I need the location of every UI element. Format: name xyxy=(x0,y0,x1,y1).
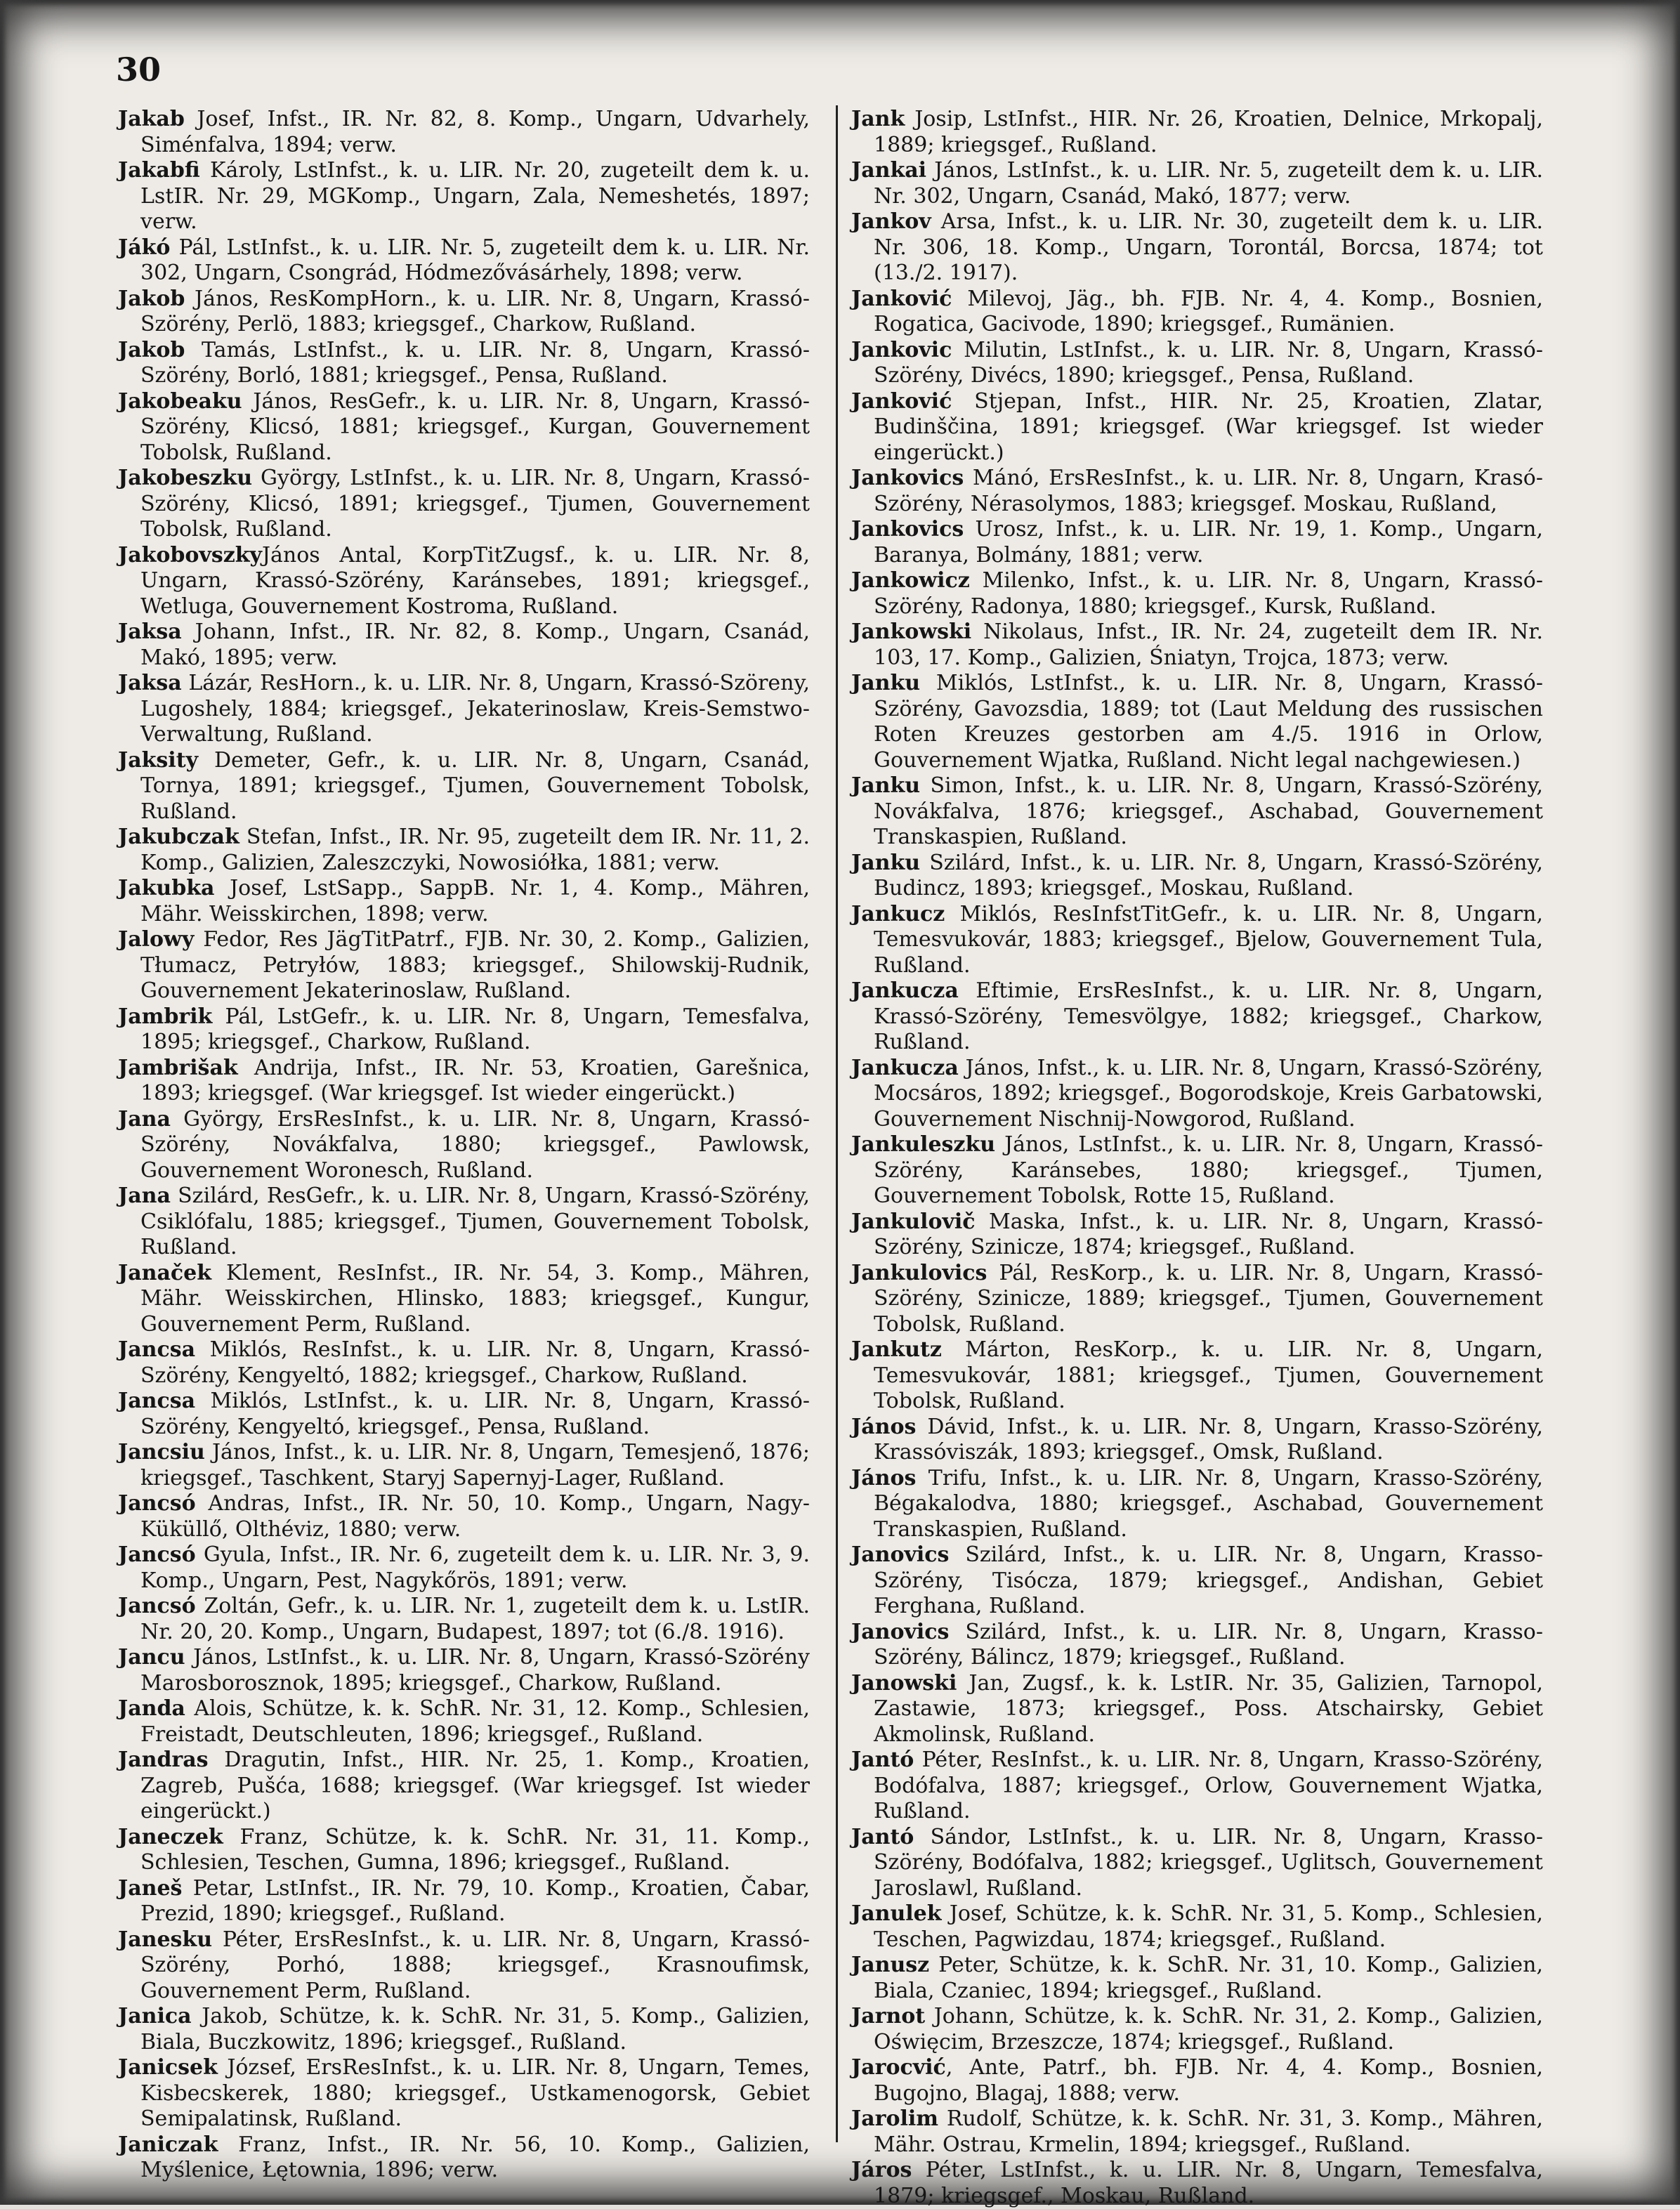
entry-details: Mánó, ErsResInfst., k. u. LIR. Nr. 8, Ungarn, Krasó-Szörény, Nérasolymos, 1883; kriegsgef. Moskau, Rußland, xyxy=(874,466,1543,516)
entry-surname: Janowski xyxy=(851,1670,957,1696)
entry-details: Urosz, Infst., k. u. LIR. Nr. 19, 1. Komp., Ungarn, Baranya, Bolmány, 1881; verw. xyxy=(874,517,1543,568)
entry-surname: Jankowski xyxy=(851,620,972,644)
entry-surname: Jarocvić xyxy=(851,2055,946,2080)
entry-details: Petar, LstInfst., IR. Nr. 79, 10. Komp., Kroatien, Čabar, Prezid, 1890; kriegsgef., Rußland. xyxy=(140,1875,810,1926)
register-entry xyxy=(851,517,1543,568)
register-entry xyxy=(851,1132,1543,1210)
left-column xyxy=(118,107,810,2184)
entry-details: György, LstInfst., k. u. LIR. Nr. 8, Ungarn, Krassó-Szörény, Klicsó, 1891; kriegsgef., Tjumen, Gouvernement Tobolsk, Rußland. xyxy=(140,466,810,542)
register-entry xyxy=(851,2106,1543,2158)
register-entry xyxy=(118,1184,810,1261)
entry-surname: Jakobeaku xyxy=(118,388,242,414)
entry-details: Pál, LstGefr., k. u. LIR. Nr. 8, Ungarn, Temesfalva, 1895; kriegsgef., Charkow, Rußland. xyxy=(140,1004,810,1054)
entry-details: Franz, Schütze, k. k. SchR. Nr. 31, 11. Komp., Schlesien, Teschen, Gumna, 1896; kriegsgef., Rußland. xyxy=(140,1824,810,1875)
entry-details: Péter, LstInfst., k. u. LIR. Nr. 8, Ungarn, Temesfalva, 1879; kriegsgef., Moskau, Rußland. xyxy=(874,2158,1543,2208)
entry-details: Gyula, Infst., IR. Nr. 6, zugeteilt dem k. u. LIR. Nr. 3, 9. Komp., Ungarn, Pest, Nagykőrös, 1891; verw. xyxy=(140,1542,810,1593)
entry-details: Rudolf, Schütze, k. k. SchR. Nr. 31, 3. Komp., Mähren, Mähr. Ostrau, Krmelin, 1894; kriegsgef., Rußland. xyxy=(874,2106,1543,2157)
entry-surname: Janku xyxy=(851,671,921,695)
entry-surname: Janku xyxy=(851,773,921,798)
register-entry xyxy=(118,620,810,671)
register-entry xyxy=(851,2004,1543,2055)
register-entry xyxy=(851,1415,1543,1466)
entry-surname: Jakob xyxy=(118,337,185,362)
entry-details: Arsa, Infst., k. u. LIR. Nr. 30, zugeteilt dem k. u. LIR. Nr. 306, 18. Komp., Ungarn, Torontál, Borcsa, 1874; tot (13./2. 1917). xyxy=(874,209,1543,285)
entry-details: Jan, Zugsf., k. k. LstIR. Nr. 35, Galizien, Tarnopol, Zastawie, 1873; kriegsgef., Poss. Atschairsky, Gebiet Akmolinsk, Rußland. xyxy=(874,1670,1543,1747)
entry-surname: Jantó xyxy=(851,1748,914,1772)
entry-details: Fedor, Res JägTitPatrf., FJB. Nr. 30, 2. Komp., Galizien, Tłumacz, Petryłów, 1883; kriegsgef., Shilowskij-Rudnik, Gouvernement Jekaterinoslaw, Rußland. xyxy=(140,927,810,1003)
entry-details: Tamás, LstInfst., k. u. LIR. Nr. 8, Ungarn, Krassó-Szörény, Borló, 1881; kriegsgef., Pensa, Rußland. xyxy=(140,337,810,388)
entry-details: , Ante, Patrf., bh. FJB. Nr. 4, 4. Komp., Bosnien, Bugojno, Blagaj, 1888; verw. xyxy=(874,2055,1543,2106)
entry-details: Milevoj, Jäg., bh. FJB. Nr. 4, 4. Komp., Bosnien, Rogatica, Gacivode, 1890; kriegsgef., Rumänien. xyxy=(874,286,1543,336)
entry-details: György, ErsResInfst., k. u. LIR. Nr. 8, Ungarn, Krassó-Szörény, Novákfalva, 1880; kriegsgef., Pawlowsk, Gouvernement Woronesch, Rußland. xyxy=(140,1106,810,1183)
register-entry xyxy=(118,1645,810,1696)
register-entry xyxy=(118,158,810,235)
entry-surname: Janica xyxy=(118,2004,192,2028)
entry-surname: Jambrik xyxy=(118,1004,213,1029)
entry-surname: Jankucza xyxy=(851,978,959,1003)
entry-surname: Janković xyxy=(851,286,952,311)
entry-details: Andrija, Infst., IR. Nr. 53, Kroatien, Garešnica, 1893; kriegsgef. (War kriegsgef. Ist wieder eingerückt.) xyxy=(140,1055,810,1106)
entry-details: Stefan, Infst., IR. Nr. 95, zugeteilt dem IR. Nr. 11, 2. Komp., Galizien, Zaleszczyki, Nowosiółka, 1881; verw. xyxy=(140,825,810,875)
entry-details: Szilárd, Infst., k. u. LIR. Nr. 8, Ungarn, Krasso-Szörény, Tisócza, 1879; kriegsgef., Andishan, Gebiet Ferghana, Rußland. xyxy=(874,1542,1543,1618)
register-entry xyxy=(851,1261,1543,1338)
register-entry xyxy=(118,1337,810,1389)
entry-details: János, LstInfst., k. u. LIR. Nr. 8, Ungarn, Krassó-Szörény Marosborosznok, 1895; kriegsgef., Charkow, Rußland. xyxy=(140,1645,810,1696)
entry-surname: Jankulovič xyxy=(851,1209,976,1234)
entry-surname: Jancsiu xyxy=(118,1440,205,1464)
register-entry xyxy=(118,2055,810,2132)
entry-details: Pál, ResKorp., k. u. LIR. Nr. 8, Ungarn, Krassó-Szörény, Szinicze, 1889; kriegsgef., Tjumen, Gouvernement Tobolsk, Rußland. xyxy=(874,1260,1543,1337)
entry-details: János, Infst., k. u. LIR. Nr. 8, Ungarn, Krassó-Szörény, Mocsáros, 1892; kriegsgef., Bogorodskoje, Kreis Garbatowski, Gouvernement Nischnij-Nowgorod, Rußland. xyxy=(874,1055,1543,1132)
entry-surname: Járos xyxy=(851,2158,912,2182)
entry-details: János, LstInfst., k. u. LIR. Nr. 5, zugeteilt dem k. u. LIR. Nr. 302, Ungarn, Csanád, Makó, 1877; verw. xyxy=(874,158,1543,209)
entry-details: Milutin, LstInfst., k. u. LIR. Nr. 8, Ungarn, Krassó-Szörény, Divécs, 1890; kriegsgef., Pensa, Rußland. xyxy=(874,337,1543,388)
register-entry xyxy=(851,620,1543,671)
entry-surname: Jarnot xyxy=(851,2004,926,2028)
register-entry xyxy=(851,1953,1543,2004)
register-entry xyxy=(118,1389,810,1440)
entry-details: János, Infst., k. u. LIR. Nr. 8, Ungarn, Temesjenő, 1876; kriegsgef., Taschkent, Staryj Sapernyj-Lager, Rußland. xyxy=(140,1440,810,1490)
register-entry xyxy=(851,1056,1543,1133)
entry-details: Szilárd, ResGefr., k. u. LIR. Nr. 8, Ungarn, Krassó-Szörény, Csiklófalu, 1885; kriegsgef., Tjumen, Gouvernement Tobolsk, Rußland. xyxy=(140,1184,810,1259)
register-entry xyxy=(851,1825,1543,1902)
entry-surname: Jankucza xyxy=(851,1055,959,1080)
entry-surname: János xyxy=(851,1465,917,1490)
register-entry xyxy=(118,107,810,158)
register-entry xyxy=(851,389,1543,466)
entry-details: János, LstInfst., k. u. LIR. Nr. 8, Ungarn, Krassó-Szörény, Karánsebes, 1880; kriegsgef., Tjumen, Gouvernement Tobolsk, Rotte 15, Rußland. xyxy=(874,1132,1543,1208)
entry-surname: Jankov xyxy=(851,209,931,234)
register-entry xyxy=(851,1620,1543,1671)
register-entry xyxy=(118,338,810,389)
register-entry xyxy=(118,2004,810,2055)
register-entry xyxy=(851,338,1543,389)
entry-details: Jakob, Schütze, k. k. SchR. Nr. 31, 5. Komp., Galizien, Biala, Buczkowitz, 1896; kriegsgef., Rußland. xyxy=(140,2004,810,2054)
column-divider xyxy=(836,105,838,2142)
entry-surname: Janaček xyxy=(118,1260,212,1285)
entry-surname: Jankulovics xyxy=(851,1260,987,1285)
register-entry xyxy=(851,1542,1543,1620)
entry-details: Demeter, Gefr., k. u. LIR. Nr. 8, Ungarn, Csanád, Tornya, 1891; kriegsgef., Tjumen, Gouvernement Tobolsk, Rußland. xyxy=(140,747,810,824)
register-entry xyxy=(118,825,810,876)
entry-details: Péter, ErsResInfst., k. u. LIR. Nr. 8, Ungarn, Krassó-Szörény, Porhó, 1888; kriegsgef., Krasnoufimsk, Gouvernement Perm, Rußland. xyxy=(140,1927,810,2003)
entry-surname: Jancu xyxy=(118,1645,185,1670)
register-entry xyxy=(118,927,810,1004)
register-entry xyxy=(851,851,1543,902)
entry-surname: Jankovics xyxy=(851,517,964,542)
entry-details: Dragutin, Infst., HIR. Nr. 25, 1. Komp., Kroatien, Zagreb, Pušća, 1688; kriegsgef. (War kriegsgef. Ist wieder eingerückt.) xyxy=(140,1748,810,1823)
entry-details: Miklós, LstInfst., k. u. LIR. Nr. 8, Ungarn, Krassó-Szörény, Gavozsdia, 1889; tot (Laut Meldung des russischen Roten Kreuzes gestorben am 4./5. 1916 in Orlow, Gouvernement Wjatka, Rußland. Nicht legal nachgewiesen.) xyxy=(874,671,1543,773)
entry-surname: Janiczak xyxy=(118,2132,218,2157)
register-entry xyxy=(118,1594,810,1645)
entry-surname: Jaksa xyxy=(118,671,182,695)
entry-details: Josef, Infst., IR. Nr. 82, 8. Komp., Ungarn, Udvarhely, Siménfalva, 1894; verw. xyxy=(140,107,810,157)
entry-details: Lázár, ResHorn., k. u. LIR. Nr. 8, Ungarn, Krassó-Szöreny, Lugoshely, 1884; kriegsgef., Jekaterinoslaw, Kreis-Semstwo-Verwaltung, Rußland. xyxy=(140,671,810,747)
entry-surname: Jakubczak xyxy=(118,825,239,849)
entry-surname: Jankai xyxy=(851,158,927,183)
register-entry xyxy=(851,2158,1543,2209)
entry-surname: Jankutz xyxy=(851,1337,942,1362)
entry-details: Trifu, Infst., k. u. LIR. Nr. 8, Ungarn, Krasso-Szörény, Bégakalodva, 1880; kriegsgef., Aschabad, Gouvernement Transkaspien, Rußland. xyxy=(874,1465,1543,1542)
entry-surname: Janulek xyxy=(851,1901,942,1926)
entry-surname: Jandras xyxy=(118,1748,209,1772)
entry-details: Johann, Infst., IR. Nr. 82, 8. Komp., Ungarn, Csanád, Makó, 1895; verw. xyxy=(140,620,810,670)
register-entry xyxy=(118,1927,810,2005)
entry-details: Franz, Infst., IR. Nr. 56, 10. Komp., Galizien, Myślenice, Łętownia, 1896; verw. xyxy=(140,2132,810,2182)
entry-surname: Jakubka xyxy=(118,876,215,900)
register-entry xyxy=(118,671,810,748)
register-entry xyxy=(118,1748,810,1825)
register-entry xyxy=(851,1337,1543,1415)
register-entry xyxy=(851,1901,1543,1953)
entry-surname: Jancsa xyxy=(118,1389,196,1413)
entry-details: Simon, Infst., k. u. LIR. Nr. 8, Ungarn, Krassó-Szörény, Novákfalva, 1876; kriegsgef., Aschabad, Gouvernement Transkaspien, Rußland. xyxy=(874,773,1543,849)
register-entry xyxy=(851,287,1543,338)
entry-surname: Jakob xyxy=(118,286,185,311)
register-entry xyxy=(851,568,1543,620)
register-entry xyxy=(118,389,810,466)
register-entry xyxy=(118,543,810,620)
entry-surname: Janeš xyxy=(118,1875,183,1901)
entry-details: Josef, Schütze, k. k. SchR. Nr. 31, 5. Komp., Schlesien, Teschen, Pagwizdau, 1874; kriegsgef., Rußland. xyxy=(874,1901,1543,1952)
entry-details: Zoltán, Gefr., k. u. LIR. Nr. 1, zugeteilt dem k. u. LstIR. Nr. 20, 20. Komp., Ungarn, Budapest, 1897; tot (6./8. 1916). xyxy=(140,1594,810,1644)
entry-surname: Jankovics xyxy=(851,466,964,490)
register-entry xyxy=(118,1440,810,1491)
register-entry xyxy=(118,876,810,927)
entry-surname: Jakobovszky xyxy=(118,542,262,568)
entry-details: Miklós, ResInfstTitGefr., k. u. LIR. Nr. 8, Ungarn, Temesvukovár, 1883; kriegsgef., Bjelow, Gouvernement Tula, Rußland. xyxy=(874,901,1543,978)
entry-surname: Jaksity xyxy=(118,747,198,773)
entry-surname: Janković xyxy=(851,388,952,414)
register-entry xyxy=(851,107,1543,158)
entry-details: Maska, Infst., k. u. LIR. Nr. 8, Ungarn, Krassó-Szörény, Szinicze, 1874; kriegsgef., Rußland. xyxy=(874,1209,1543,1259)
entry-details: Szilárd, Infst., k. u. LIR. Nr. 8, Ungarn, Krassó-Szörény, Budincz, 1893; kriegsgef., Moskau, Rußland. xyxy=(874,850,1543,900)
register-entry xyxy=(118,2132,810,2184)
register-entry xyxy=(851,1210,1543,1261)
register-entry xyxy=(118,1107,810,1184)
entry-surname: Janku xyxy=(851,850,921,875)
register-entry xyxy=(851,671,1543,773)
register-entry xyxy=(851,158,1543,209)
entry-details: Stjepan, Infst., HIR. Nr. 25, Kroatien, Zlatar, Budinščina, 1891; kriegsgef. (War kriegsgef. Ist wieder eingerückt.) xyxy=(874,388,1543,465)
register-entry xyxy=(118,1542,810,1594)
entry-details: Miklós, ResInfst., k. u. LIR. Nr. 8, Ungarn, Krassó-Szörény, Kengyeltó, 1882; kriegsgef., Charkow, Rußland. xyxy=(140,1337,810,1388)
entry-details: Andras, Infst., IR. Nr. 50, 10. Komp., Ungarn, Nagy-Küküllő, Olthéviz, 1880; verw. xyxy=(140,1491,810,1542)
entry-surname: Janovics xyxy=(851,1542,950,1567)
register-entry xyxy=(851,466,1543,517)
entry-details: Dávid, Infst., k. u. LIR. Nr. 8, Ungarn, Krasso-Szörény, Krassóviszák, 1893; kriegsgef., Omsk, Rußland. xyxy=(874,1414,1543,1464)
entry-details: Klement, ResInfst., IR. Nr. 54, 3. Komp., Mähren, Mähr. Weisskirchen, Hlinsko, 1883; kriegsgef., Kungur, Gouvernement Perm, Rußland. xyxy=(140,1260,810,1337)
register-entry xyxy=(851,2055,1543,2106)
entry-details: Károly, LstInfst., k. u. LIR. Nr. 20, zugeteilt dem k. u. LstIR. Nr. 29, MGKomp., Ungarn, Zala, Nemeshetés, 1897; verw. xyxy=(140,158,810,234)
entry-details: Eftimie, ErsResInfst., k. u. LIR. Nr. 8, Ungarn, Krassó-Szörény, Temesvölgye, 1882; kriegsgef., Charkow, Rußland. xyxy=(874,978,1543,1054)
register-entry xyxy=(118,1491,810,1542)
register-entry xyxy=(118,1261,810,1338)
entry-surname: Jákó xyxy=(118,235,171,260)
entry-details: Josip, LstInfst., HIR. Nr. 26, Kroatien, Delnice, Mrkopalj, 1889; kriegsgef., Rußland. xyxy=(874,107,1543,157)
entry-details: János, ResKompHorn., k. u. LIR. Nr. 8, Ungarn, Krassó-Szörény, Perlö, 1883; kriegsgef., Charkow, Rußland. xyxy=(140,286,810,336)
entry-surname: Jaksa xyxy=(118,620,182,644)
entry-surname: Jana xyxy=(118,1184,171,1208)
entry-surname: Janeczek xyxy=(118,1824,223,1849)
register-entry xyxy=(118,235,810,287)
entry-surname: Janusz xyxy=(851,1953,930,1977)
entry-details: Pál, LstInfst., k. u. LIR. Nr. 5, zugeteilt dem k. u. LIR. Nr. 302, Ungarn, Csongrád, Hódmezővásárhely, 1898; verw. xyxy=(140,235,810,285)
register-entry xyxy=(118,748,810,825)
register-entry xyxy=(851,978,1543,1056)
entry-surname: Jankovic xyxy=(851,337,952,362)
entry-surname: Jancsa xyxy=(118,1337,196,1362)
register-entry xyxy=(118,1876,810,1927)
register-entry xyxy=(118,1056,810,1107)
entry-details: Johann, Schütze, k. k. SchR. Nr. 31, 2. Komp., Galizien, Oświęcim, Brzeszcze, 1874; kriegsgef., Rußland. xyxy=(874,2004,1543,2054)
entry-surname: Jancsó xyxy=(118,1542,196,1567)
entry-surname: Jankuleszku xyxy=(851,1132,996,1157)
entry-surname: Jakab xyxy=(118,107,185,131)
entry-details: József, ErsResInfst., k. u. LIR. Nr. 8, Ungarn, Temes, Kisbecskerek, 1880; kriegsgef., Ustkamenogorsk, Gebiet Semipalatinsk, Rußland. xyxy=(140,2055,810,2131)
entry-details: Nikolaus, Infst., IR. Nr. 24, zugeteilt dem IR. Nr. 103, 17. Komp., Galizien, Śniatyn, Trojca, 1873; verw. xyxy=(874,620,1543,670)
entry-surname: Jana xyxy=(118,1106,171,1132)
entry-details: Josef, LstSapp., SappB. Nr. 1, 4. Komp., Mähren, Mähr. Weisskirchen, 1898; verw. xyxy=(140,876,810,926)
register-entry xyxy=(118,287,810,338)
entry-surname: Jank xyxy=(851,107,905,131)
entry-surname: Jancsó xyxy=(118,1491,196,1516)
register-entry xyxy=(851,773,1543,851)
entry-details: Peter, Schütze, k. k. SchR. Nr. 31, 10. Komp., Galizien, Biala, Czaniec, 1894; kriegsgef., Rußland. xyxy=(874,1953,1543,2003)
register-entry xyxy=(851,1466,1543,1543)
entry-details: Sándor, LstInfst., k. u. LIR. Nr. 8, Ungarn, Krasso-Szörény, Bodófalva, 1882; kriegsgef., Uglitsch, Gouvernement Jaroslawl, Rußland. xyxy=(874,1824,1543,1901)
page-number: 30 xyxy=(116,51,162,89)
entry-surname: Janicsek xyxy=(118,2055,218,2080)
entry-surname: Jakabfi xyxy=(118,158,200,183)
register-entry xyxy=(118,1004,810,1056)
entry-surname: Jalowy xyxy=(118,927,195,952)
entry-details: János, ResGefr., k. u. LIR. Nr. 8, Ungarn, Krassó-Szörény, Klicsó, 1881; kriegsgef., Kurgan, Gouvernement Tobolsk, Rußland. xyxy=(140,388,810,465)
entry-surname: János xyxy=(851,1414,917,1439)
entry-surname: Jancsó xyxy=(118,1594,196,1618)
entry-surname: Jankucz xyxy=(851,901,945,926)
entry-surname: Janda xyxy=(118,1696,185,1721)
register-entry xyxy=(851,1671,1543,1748)
entry-surname: Jarolim xyxy=(851,2106,938,2131)
register-entry xyxy=(851,209,1543,287)
entry-details: Milenko, Infst., k. u. LIR. Nr. 8, Ungarn, Krassó-Szörény, Radonya, 1880; kriegsgef., Kursk, Rußland. xyxy=(874,568,1543,619)
right-column xyxy=(851,107,1543,2209)
entry-details: János Antal, KorpTitZugsf., k. u. LIR. Nr. 8, Ungarn, Krassó-Szörény, Karánsebes, 1891; kriegsgef., Wetluga, Gouvernement Kostroma, Rußland. xyxy=(140,542,810,619)
register-entry xyxy=(118,1696,810,1748)
entry-surname: Janovics xyxy=(851,1619,950,1644)
entry-surname: Janesku xyxy=(118,1927,213,1952)
entry-details: Miklós, LstInfst., k. u. LIR. Nr. 8, Ungarn, Krassó-Szörény, Kengyeltó, kriegsgef., Pensa, Rußland. xyxy=(140,1389,810,1439)
entry-surname: Jambrišak xyxy=(118,1055,238,1080)
register-entry xyxy=(118,1825,810,1876)
entry-details: Márton, ResKorp., k. u. LIR. Nr. 8, Ungarn, Temesvukovár, 1881; kriegsgef., Tjumen, Gouvernement Tobolsk, Rußland. xyxy=(874,1337,1543,1413)
register-entry xyxy=(851,1748,1543,1825)
entry-surname: Jantó xyxy=(851,1824,914,1849)
entry-surname: Jakobeszku xyxy=(118,466,253,490)
entry-details: Alois, Schütze, k. k. SchR. Nr. 31, 12. Komp., Schlesien, Freistadt, Deutschleuten, 1896; kriegsgef., Rußland. xyxy=(140,1696,810,1747)
entry-details: Péter, ResInfst., k. u. LIR. Nr. 8, Ungarn, Krasso-Szörény, Bodófalva, 1887; kriegsgef., Orlow, Gouvernement Wjatka, Rußland. xyxy=(874,1748,1543,1823)
entry-surname: Jankowicz xyxy=(851,568,970,593)
entry-details: Szilárd, Infst., k. u. LIR. Nr. 8, Ungarn, Krasso-Szörény, Bálincz, 1879; kriegsgef., Rußland. xyxy=(874,1619,1543,1670)
register-entry xyxy=(851,902,1543,979)
register-entry xyxy=(118,466,810,543)
